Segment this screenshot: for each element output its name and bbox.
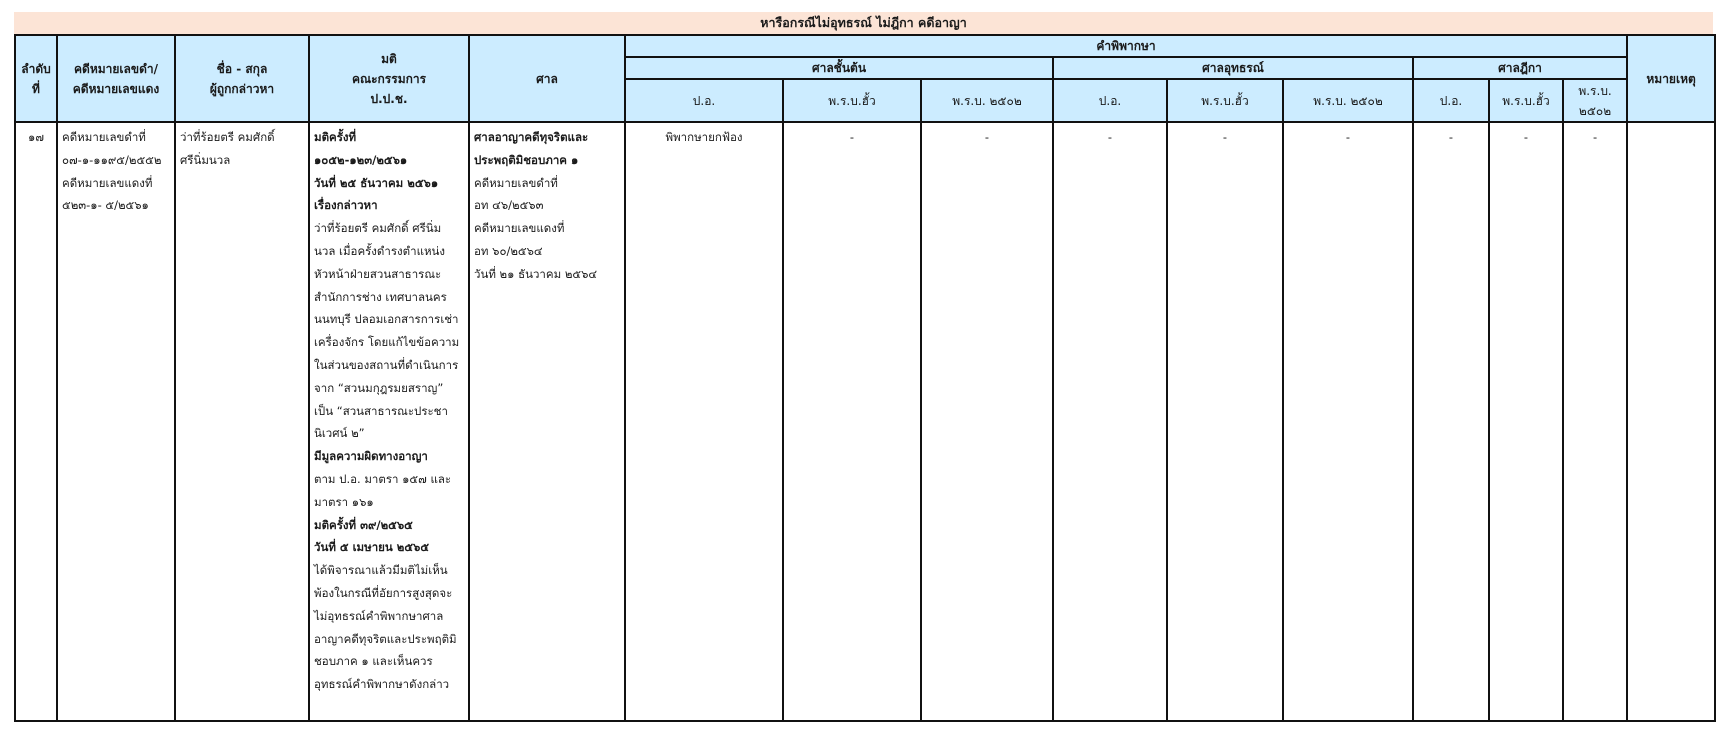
text-line: เป็น “สวนสาธารณะประชา [314, 403, 448, 418]
header-first-criminal: ป.อ. [625, 79, 783, 122]
text-line: เรื่องกล่าวหา [314, 198, 378, 213]
text-line: อท ๔๖/๒๕๖๓ [474, 198, 544, 213]
cell-first-criminal: พิพากษายกฟ้อง [625, 122, 783, 721]
header-first-court: ศาลชั้นต้น [625, 57, 1053, 79]
cell-supreme-act: - [1489, 122, 1563, 721]
text-line: ชอบภาค ๑ และเห็นควร [314, 654, 433, 669]
cell-first-act: - [783, 122, 921, 721]
header-remark: หมายเหตุ [1627, 35, 1715, 122]
text-line: ในส่วนของสถานที่ดำเนินการ [314, 357, 459, 372]
table-row [15, 122, 1715, 721]
cell-court [469, 122, 625, 721]
text-line: สำนักการช่าง เทศบาลนคร [314, 289, 447, 304]
cell-appeal-act2502: - [1283, 122, 1413, 721]
header-accused-name: ชื่อ - สกุล ผู้ถูกกล่าวหา [175, 35, 309, 122]
text-line: วันที่ ๒๕ ธันวาคม ๒๕๖๑ [314, 175, 439, 190]
cell-remark [1627, 122, 1715, 721]
header-appeal-court: ศาลอุทธรณ์ [1053, 57, 1413, 79]
text-line: อุทธรณ์คำพิพากษาดังกล่าว [314, 677, 450, 692]
text-line: ตาม ป.อ. มาตรา ๑๕๗ และ [314, 471, 452, 486]
header-supreme-court: ศาลฎีกา [1413, 57, 1627, 79]
table-title: หารือกรณีไม่อุทธรณ์ ไม่ฎีกา คดีอาญา [14, 12, 1713, 34]
cell-no: ๑๗ [15, 122, 57, 721]
text-line: ไม่อุทธรณ์คำพิพากษาศาล [314, 608, 444, 623]
cell-resolution [309, 122, 469, 721]
text-line: ๑๐๕๒-๑๒๓/๒๕๖๑ [314, 152, 408, 167]
text-line: มติครั้งที่ [314, 130, 357, 144]
header-first-act: พ.ร.บ.ฮั้ว [783, 79, 921, 122]
text-line: เครื่องจักร โดยแก้ไขข้อความ [314, 335, 460, 350]
header-appeal-act: พ.ร.บ.ฮั้ว [1167, 79, 1283, 122]
text-line: มติครั้งที่ ๓๙/๒๕๖๕ [314, 517, 413, 532]
cell-supreme-act2502: - [1563, 122, 1627, 721]
text-line: ศาลอาญาคดีทุจริตและ [474, 130, 589, 144]
header-supreme-criminal: ป.อ. [1413, 79, 1489, 122]
text-line: มีมูลความผิดทางอาญา [314, 449, 428, 464]
text-line: ประพฤติมิชอบภาค ๑ [474, 152, 579, 167]
case-table [14, 34, 1716, 722]
text-line: นวล เมื่อครั้งดำรงตำแหน่ง [314, 243, 446, 258]
text-line: อท ๖๐/๒๕๖๔ [474, 243, 543, 258]
header-appeal-criminal: ป.อ. [1053, 79, 1167, 122]
cell-accused-name: ว่าที่ร้อยตรี คมศักดิ์ ศรีนิ่มนวล [175, 122, 309, 721]
header-appeal-act2502: พ.ร.บ. ๒๕๐๒ [1283, 79, 1413, 122]
text-line: นนทบุรี ปลอมเอกสารการเช่า [314, 312, 459, 327]
cell-case-number: คดีหมายเลขดำที่ ๐๗-๑-๑๑๙๕/๒๕๕๒ คดีหมายเลขแดงที่ ๕๒๓-๑- ๕/๒๕๖๑ [57, 122, 175, 721]
text-line: จาก “สวนมกุฎรมยสราญ” [314, 380, 444, 395]
header-no: ลำดับ ที่ [15, 35, 57, 122]
header-supreme-act: พ.ร.บ.ฮั้ว [1489, 79, 1563, 122]
cell-supreme-criminal: - [1413, 122, 1489, 721]
header-supreme-act2502: พ.ร.บ. ๒๕๐๒ [1563, 79, 1627, 122]
cell-appeal-act: - [1167, 122, 1283, 721]
text-line: วันที่ ๕ เมษายน ๒๕๖๕ [314, 540, 430, 555]
header-case-number: คดีหมายเลขดำ/ คดีหมายเลขแดง [57, 35, 175, 122]
cell-first-act2502: - [921, 122, 1053, 721]
text-line: นิเวศน์ ๒” [314, 426, 365, 441]
header-judgment: คำพิพากษา [625, 35, 1627, 57]
text-line: พ้องในกรณีที่อัยการสูงสุดจะ [314, 585, 453, 600]
text-line: ว่าที่ร้อยตรี คมศักดิ์ ศรีนิ่ม [314, 221, 442, 236]
text-line: คดีหมายเลขแดงที่ [474, 221, 565, 236]
text-line: คดีหมายเลขดำที่ [474, 175, 558, 190]
text-line: วันที่ ๒๑ ธันวาคม ๒๕๖๔ [474, 266, 598, 281]
header-resolution: มติ คณะกรรมการ ป.ป.ช. [309, 35, 469, 122]
text-line: หัวหน้าฝ่ายสวนสาธารณะ [314, 266, 442, 281]
text-line: อาญาคดีทุจริตและประพฤติมิ [314, 631, 457, 646]
cell-appeal-criminal: - [1053, 122, 1167, 721]
text-line: ได้พิจารณาแล้วมีมติไม่เห็น [314, 563, 448, 578]
header-court: ศาล [469, 35, 625, 122]
text-line: มาตรา ๑๖๑ [314, 494, 374, 509]
header-first-act2502: พ.ร.บ. ๒๕๐๒ [921, 79, 1053, 122]
